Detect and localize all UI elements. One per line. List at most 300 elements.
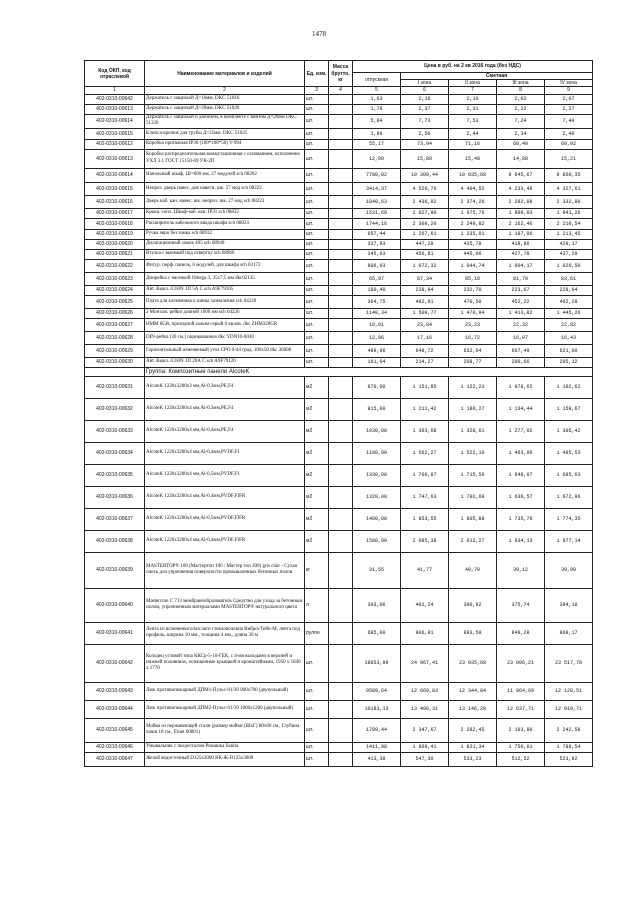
header-unit: Ед. изм. bbox=[305, 61, 329, 87]
item-code: 402-0310-00628 bbox=[85, 331, 145, 344]
price-zone-1: 1 853,55 bbox=[401, 508, 449, 530]
price-retail: 65,97 bbox=[353, 272, 401, 285]
price-retail: 1330,00 bbox=[353, 464, 401, 486]
price-zone-4: 2,07 bbox=[545, 94, 593, 104]
price-zone-2: 232,70 bbox=[449, 285, 497, 295]
price-zone-1: 1 869,41 bbox=[401, 742, 449, 752]
price-zone-1: 1 509,77 bbox=[401, 308, 449, 318]
item-name: AlcoteK 1220x3200x4 мм,Al-0,4мм,PE,F4 bbox=[145, 420, 305, 442]
table-row bbox=[85, 718, 593, 742]
price-zone-3: 12 637,71 bbox=[497, 700, 545, 718]
item-code: 402-0310-00630 bbox=[85, 357, 145, 367]
item-unit: шт. bbox=[305, 308, 329, 318]
price-zone-2: 71,16 bbox=[449, 139, 497, 149]
column-number: 8 bbox=[497, 87, 545, 94]
price-zone-1: 10 300,44 bbox=[401, 168, 449, 182]
price-zone-2: 2,10 bbox=[449, 94, 497, 104]
table-row bbox=[85, 742, 593, 752]
table-row bbox=[85, 622, 593, 644]
price-zone-4: 2 210,54 bbox=[545, 218, 593, 229]
price-zone-1: 2 347,67 bbox=[401, 718, 449, 742]
item-code: 402-0310-00614 bbox=[85, 114, 145, 128]
price-zone-2: 2 249,82 bbox=[449, 218, 497, 229]
column-number: 2 bbox=[145, 87, 305, 94]
price-zone-1: 17,16 bbox=[401, 331, 449, 344]
price-retail: 18,01 bbox=[353, 318, 401, 331]
price-zone-1: 401,24 bbox=[401, 588, 449, 622]
price-zone-3: 375,74 bbox=[497, 588, 545, 622]
item-unit: шт. bbox=[305, 318, 329, 331]
item-code: 402-0310-00617 bbox=[85, 208, 145, 218]
price-zone-2: 13 146,29 bbox=[449, 700, 497, 718]
item-unit: шт. bbox=[305, 139, 329, 149]
price-zone-2: 85,10 bbox=[449, 272, 497, 285]
price-zone-4: 1 774,35 bbox=[545, 508, 593, 530]
table-row bbox=[85, 182, 593, 195]
table-row bbox=[85, 588, 593, 622]
price-zone-3: 1 277,02 bbox=[497, 420, 545, 442]
item-unit: шт. bbox=[305, 218, 329, 229]
price-zone-4: 12 128,51 bbox=[545, 682, 593, 700]
item-mass bbox=[329, 486, 353, 508]
price-zone-3: 2,34 bbox=[497, 128, 545, 139]
item-unit: шт. bbox=[305, 195, 329, 208]
price-zone-2: 1 821,34 bbox=[449, 742, 497, 752]
item-unit: шт. bbox=[305, 114, 329, 128]
item-mass bbox=[329, 420, 353, 442]
price-zone-4: 1 789,54 bbox=[545, 742, 593, 752]
table-row bbox=[85, 530, 593, 552]
price-zone-4: 2,40 bbox=[545, 128, 593, 139]
item-name: Крыш. сопл. Шкаф-каб. кан. IP31 sch 08832 bbox=[145, 208, 305, 218]
item-code: 402-0310-00640 bbox=[85, 588, 145, 622]
price-zone-2: 533,23 bbox=[449, 752, 497, 766]
price-retail: 31,55 bbox=[353, 552, 401, 588]
price-zone-3: 849,28 bbox=[497, 622, 545, 644]
item-code: 402-0310-00632 bbox=[85, 398, 145, 420]
item-code: 402-0310-00619 bbox=[85, 229, 145, 239]
price-zone-4: 16,43 bbox=[545, 331, 593, 344]
item-name: Авт. Выкл. iC60N 1П 5А С sch A9F79105 bbox=[145, 285, 305, 295]
item-name: Дверь каб. кан. навес. шк. непроз. шк. 27 мод sch 08223 bbox=[145, 195, 305, 208]
price-zone-1: 238,84 bbox=[401, 285, 449, 295]
item-code: 402-0310-00615 bbox=[85, 128, 145, 139]
item-name: Плата для клеммника к шины заземления sch 04220 bbox=[145, 295, 305, 308]
price-retail: 7780,02 bbox=[353, 168, 401, 182]
price-retail: 1531,69 bbox=[353, 208, 401, 218]
table-row bbox=[85, 331, 593, 344]
item-unit: м2 bbox=[305, 464, 329, 486]
table-row bbox=[85, 128, 593, 139]
table-row bbox=[85, 149, 593, 168]
price-zone-3: 200,66 bbox=[497, 357, 545, 367]
item-name: Лента из вспененного/кислого стекловолокна ВибросТейп-М, лента под профиль, ширина 10 мм., толщина 4 мм., длина 30 м bbox=[145, 622, 305, 644]
price-retail: 685,00 bbox=[353, 622, 401, 644]
item-mass bbox=[329, 149, 353, 168]
item-name: Коробка протяжная IP30 (100*100*50) V-994 bbox=[145, 139, 305, 149]
price-zone-3: 22,32 bbox=[497, 318, 545, 331]
price-retail: 1180,00 bbox=[353, 442, 401, 464]
price-zone-2: 40,70 bbox=[449, 552, 497, 588]
header-zone-4: IV зона bbox=[545, 80, 593, 87]
item-code: 402-0310-00646 bbox=[85, 742, 145, 752]
header-code: Код ОКП, код отраслевой bbox=[85, 61, 145, 87]
item-mass bbox=[329, 208, 353, 218]
group-title: Группа: Композитные панели AlcoteK bbox=[145, 367, 593, 376]
item-unit: шт. bbox=[305, 644, 329, 682]
item-name: DIN-рейка (30 см.) оцинкованная dkc YDN10-0030 bbox=[145, 331, 305, 344]
item-unit: шт. bbox=[305, 208, 329, 218]
price-zone-1: 12 669,83 bbox=[401, 682, 449, 700]
header-zone-2: II зона bbox=[449, 80, 497, 87]
price-zone-3: 2,02 bbox=[497, 94, 545, 104]
price-zone-4: 228,64 bbox=[545, 285, 593, 295]
item-code: 402-0310-00622 bbox=[85, 259, 145, 272]
table-row bbox=[85, 398, 593, 420]
price-zone-3: 1 187,06 bbox=[497, 229, 545, 239]
price-zone-2: 445,06 bbox=[449, 249, 497, 259]
item-name: Коробка распределительная коммутационная с основанием, исполнение УХЛ 3.1 ГОСТ 15150-69 УК-2П bbox=[145, 149, 305, 168]
price-zone-1: 1 760,87 bbox=[401, 464, 449, 486]
price-zone-4: 1 102,62 bbox=[545, 376, 593, 398]
price-zone-1: 1 211,42 bbox=[401, 398, 449, 420]
item-name: Клипса-крепеж для трубы Д=25мм. DKC 51025 bbox=[145, 128, 305, 139]
price-zone-4: 1 685,63 bbox=[545, 464, 593, 486]
item-mass bbox=[329, 229, 353, 239]
price-zone-4: 15,21 bbox=[545, 149, 593, 168]
price-zone-4: 2 242,58 bbox=[545, 718, 593, 742]
page-number: 1478 bbox=[312, 30, 326, 38]
item-unit: шт. bbox=[305, 259, 329, 272]
column-number: 9 bbox=[545, 87, 593, 94]
price-zone-3: 1 134,44 bbox=[497, 398, 545, 420]
price-retail: 364,75 bbox=[353, 295, 401, 308]
item-unit: шт. bbox=[305, 295, 329, 308]
item-unit: шт. bbox=[305, 94, 329, 104]
price-zone-3: 7,24 bbox=[497, 114, 545, 128]
price-zone-2: 1 805,88 bbox=[449, 508, 497, 530]
price-zone-1: 15,89 bbox=[401, 149, 449, 168]
item-unit: м2 bbox=[305, 508, 329, 530]
item-code: 402-0310-00644 bbox=[85, 700, 145, 718]
price-zone-1: 2,16 bbox=[401, 94, 449, 104]
item-code: 402-0310-00614 bbox=[85, 168, 145, 182]
item-name: Держатель с защелкой и дюбелем, в комплекте с винтом Д=20мм DKC 51320 bbox=[145, 114, 305, 128]
price-zone-1: 2 309,20 bbox=[401, 218, 449, 229]
header-zone-1: I зона bbox=[401, 80, 449, 87]
item-mass bbox=[329, 464, 353, 486]
price-retail: 161,64 bbox=[353, 357, 401, 367]
item-name: AlcoteK 1220x3200x4 мм,Al-0,5мм,PVDF,FIFR bbox=[145, 508, 305, 530]
price-zone-4: 868,17 bbox=[545, 622, 593, 644]
column-number: 5 bbox=[353, 87, 401, 94]
item-unit: м2 bbox=[305, 442, 329, 464]
item-unit: м2 bbox=[305, 398, 329, 420]
price-retail: 337,83 bbox=[353, 239, 401, 249]
item-unit: рулон bbox=[305, 622, 329, 644]
item-code: 402-0310-00642 bbox=[85, 94, 145, 104]
table-row bbox=[85, 114, 593, 128]
item-mass bbox=[329, 682, 353, 700]
table-row bbox=[85, 208, 593, 218]
price-zone-1: 1 747,63 bbox=[401, 486, 449, 508]
price-zone-3: 2 282,08 bbox=[497, 195, 545, 208]
item-code: 402-0310-00641 bbox=[85, 622, 145, 644]
item-unit: м2 bbox=[305, 486, 329, 508]
price-retail: 180,40 bbox=[353, 285, 401, 295]
price-zone-2: 2,44 bbox=[449, 128, 497, 139]
price-zone-4: 1 159,67 bbox=[545, 398, 593, 420]
table-row bbox=[85, 486, 593, 508]
price-zone-3: 1 750,61 bbox=[497, 742, 545, 752]
item-code: 402-0310-00620 bbox=[85, 239, 145, 249]
item-code: 402-0310-00645 bbox=[85, 718, 145, 742]
item-mass bbox=[329, 318, 353, 331]
price-zone-3: 68,40 bbox=[497, 139, 545, 149]
table-row bbox=[85, 376, 593, 398]
table-row bbox=[85, 168, 593, 182]
price-zone-2: 435,78 bbox=[449, 239, 497, 249]
item-unit: шт. bbox=[305, 229, 329, 239]
price-zone-1: 2,37 bbox=[401, 104, 449, 114]
item-unit: шт. bbox=[305, 128, 329, 139]
price-zone-1: 2,50 bbox=[401, 128, 449, 139]
price-retail: 1411,98 bbox=[353, 742, 401, 752]
item-mass bbox=[329, 272, 353, 285]
item-code: 402-0310-00625 bbox=[85, 295, 145, 308]
price-zone-2: 1 122,23 bbox=[449, 376, 497, 398]
price-zone-1: 1 363,68 bbox=[401, 420, 449, 442]
item-name: Mastercure С 713 мембранообразователь Средство для ухода за бетонным полом, упрочненным материалами MASTERTOP® натурального цвета bbox=[145, 588, 305, 622]
price-zone-3: 1 463,00 bbox=[497, 442, 545, 464]
table-row bbox=[85, 195, 593, 208]
item-code: 402-0310-00631 bbox=[85, 376, 145, 398]
item-code: 402-0310-00635 bbox=[85, 464, 145, 486]
price-zone-3: 1 934,13 bbox=[497, 530, 545, 552]
price-zone-1: 2 436,92 bbox=[401, 195, 449, 208]
price-zone-2: 12 344,04 bbox=[449, 682, 497, 700]
price-zone-1: 23,84 bbox=[401, 318, 449, 331]
table-row bbox=[85, 464, 593, 486]
table-row bbox=[85, 139, 593, 149]
table-body-main bbox=[85, 94, 593, 367]
price-zone-1: 1 562,27 bbox=[401, 442, 449, 464]
price-zone-3: 1 899,03 bbox=[497, 208, 545, 218]
item-unit: шт. bbox=[305, 239, 329, 249]
price-retail: 9589,64 bbox=[353, 682, 401, 700]
price-retail: 1030,00 bbox=[353, 420, 401, 442]
price-retail: 18853,99 bbox=[353, 644, 401, 682]
price-zone-3: 2,22 bbox=[497, 104, 545, 114]
item-name: Напольный шкаф, Ш=600 мм, 27 модулей sch 08202 bbox=[145, 168, 305, 182]
price-zone-2: 883,59 bbox=[449, 622, 497, 644]
price-retail: 957,44 bbox=[353, 229, 401, 239]
price-zone-1: 547,30 bbox=[401, 752, 449, 766]
table-row bbox=[85, 94, 593, 104]
table-row bbox=[85, 259, 593, 272]
price-zone-4: 1 026,50 bbox=[545, 259, 593, 272]
item-unit: шт. bbox=[305, 285, 329, 295]
item-mass bbox=[329, 259, 353, 272]
price-zone-2: 15,48 bbox=[449, 149, 497, 168]
item-mass bbox=[329, 195, 353, 208]
price-zone-3: 1 636,57 bbox=[497, 486, 545, 508]
price-zone-4: 83,61 bbox=[545, 272, 593, 285]
price-zone-3: 11 864,69 bbox=[497, 682, 545, 700]
price-zone-1: 87,34 bbox=[401, 272, 449, 285]
item-name: 2 Монтаж. рейки длиной 1600 мм sch 04226 bbox=[145, 308, 305, 318]
item-code: 402-0310-00623 bbox=[85, 272, 145, 285]
item-name: Фигур. перф. панель, 6 модулей, для шкафа sch 03172 bbox=[145, 259, 305, 272]
price-zone-2: 470,50 bbox=[449, 295, 497, 308]
price-zone-3: 23 006,21 bbox=[497, 644, 545, 682]
price-retail: 1,89 bbox=[353, 128, 401, 139]
item-mass bbox=[329, 139, 353, 149]
price-zone-2: 1 715,59 bbox=[449, 464, 497, 486]
price-zone-2: 632,04 bbox=[449, 344, 497, 357]
item-mass bbox=[329, 752, 353, 766]
table-row bbox=[85, 508, 593, 530]
item-mass bbox=[329, 239, 353, 249]
item-code: 402-0310-00615 bbox=[85, 182, 145, 195]
item-mass bbox=[329, 104, 353, 114]
price-zone-3: 1 735,76 bbox=[497, 508, 545, 530]
price-retail: 1320,00 bbox=[353, 486, 401, 508]
price-retail: 413,38 bbox=[353, 752, 401, 766]
price-zone-4: 1 941,26 bbox=[545, 208, 593, 218]
price-zone-3: 9 645,67 bbox=[497, 168, 545, 182]
column-number: 6 bbox=[401, 87, 449, 94]
price-retail: 1,63 bbox=[353, 94, 401, 104]
item-name: Горизонтальный изменяемый угол CPO 0-44 град. 100x50 dkc 36008 bbox=[145, 344, 305, 357]
item-unit: шт. bbox=[305, 272, 329, 285]
price-zone-2: 10 035,68 bbox=[449, 168, 497, 182]
price-zone-1: 7,73 bbox=[401, 114, 449, 128]
price-zone-4: 384,10 bbox=[545, 588, 593, 622]
table-row bbox=[85, 552, 593, 588]
price-zone-4: 12 919,71 bbox=[545, 700, 593, 718]
item-code: 402-0310-00627 bbox=[85, 318, 145, 331]
item-code: 402-0310-00613 bbox=[85, 104, 145, 114]
price-retail: 1400,00 bbox=[353, 508, 401, 530]
price-zone-3: 81,79 bbox=[497, 272, 545, 285]
item-mass bbox=[329, 552, 353, 588]
table-row bbox=[85, 420, 593, 442]
item-code: 402-0310-00643 bbox=[85, 682, 145, 700]
price-zone-4: 428,17 bbox=[545, 239, 593, 249]
table-row bbox=[85, 218, 593, 229]
price-zone-1: 13 490,31 bbox=[401, 700, 449, 718]
item-unit: шт. bbox=[305, 149, 329, 168]
price-zone-2: 2 282,45 bbox=[449, 718, 497, 742]
price-retail: 1140,34 bbox=[353, 308, 401, 318]
price-retail: 870,00 bbox=[353, 376, 401, 398]
price-zone-4: 9 860,35 bbox=[545, 168, 593, 182]
price-retail: 55,17 bbox=[353, 139, 401, 149]
item-code: 402-0310-00616 bbox=[85, 195, 145, 208]
item-name: Колодец угловой типа ККСр-5-10-ГЕК, с 4-мя выходами в верхней и нижней половинах, оснащенные крышкой и кронштейнами, 1950 x 1840 x 1770 bbox=[145, 644, 305, 682]
item-unit: л bbox=[305, 588, 329, 622]
item-name: Умывальник с пьедесталом Ромашка Sanita bbox=[145, 742, 305, 752]
table-row bbox=[85, 295, 593, 308]
table-row bbox=[85, 239, 593, 249]
header-mass: Масса брутто, кг bbox=[329, 61, 353, 87]
price-retail: 12,96 bbox=[353, 331, 401, 344]
header-zone-3: III зона bbox=[497, 80, 545, 87]
item-mass bbox=[329, 218, 353, 229]
price-zone-4: 1 672,96 bbox=[545, 486, 593, 508]
price-zone-4: 1 305,42 bbox=[545, 420, 593, 442]
price-zone-3: 1 078,65 bbox=[497, 376, 545, 398]
item-name: AlcoteK 1220x3200x4 мм,Al-0,5мм,PVDF,F1 bbox=[145, 464, 305, 486]
item-name: MASTERTOP® 100 (Мастертоп 100 / Мастер топ 200) gris clair - Сухая смесь для упрочнения поверхности промышленных бетонных полов bbox=[145, 552, 305, 588]
price-retail: 3414,37 bbox=[353, 182, 401, 195]
table-row bbox=[85, 285, 593, 295]
price-zone-4: 2,27 bbox=[545, 104, 593, 114]
item-mass bbox=[329, 249, 353, 259]
price-zone-2: 23 935,68 bbox=[449, 644, 497, 682]
item-code: 402-0310-00624 bbox=[85, 285, 145, 295]
item-code: 402-0310-00647 bbox=[85, 752, 145, 766]
price-zone-3: 4 233,48 bbox=[497, 182, 545, 195]
price-zone-2: 1 522,10 bbox=[449, 442, 497, 464]
header-estimate: Сметная bbox=[401, 73, 593, 80]
price-zone-4: 4 327,61 bbox=[545, 182, 593, 195]
price-zone-4: 23 517,78 bbox=[545, 644, 593, 682]
price-zone-1: 456,81 bbox=[401, 249, 449, 259]
item-mass bbox=[329, 168, 353, 182]
price-zone-2: 2,31 bbox=[449, 104, 497, 114]
price-zone-1: 4 520,76 bbox=[401, 182, 449, 195]
price-retail: 345,03 bbox=[353, 249, 401, 259]
table-row bbox=[85, 442, 593, 464]
header-price: Цена в руб. на 2 кв 2016 года (без НДС) bbox=[353, 61, 593, 73]
price-zone-4: 1 445,26 bbox=[545, 308, 593, 318]
price-zone-2: 1 235,01 bbox=[449, 229, 497, 239]
price-zone-4: 69,92 bbox=[545, 139, 593, 149]
price-retail: 1789,44 bbox=[353, 718, 401, 742]
item-mass bbox=[329, 442, 353, 464]
price-zone-4: 1 213,45 bbox=[545, 229, 593, 239]
price-zone-1: 41,77 bbox=[401, 552, 449, 588]
item-code: 402-0310-00642 bbox=[85, 644, 145, 682]
item-unit: шт. bbox=[305, 752, 329, 766]
price-zone-1: 214,27 bbox=[401, 357, 449, 367]
price-retail: 1,79 bbox=[353, 104, 401, 114]
item-name: Люк противопожарный ДПМ2-Пульс-01/30 1000x1200 (двупольный) bbox=[145, 700, 305, 718]
item-mass bbox=[329, 588, 353, 622]
item-code: 402-0310-00613 bbox=[85, 149, 145, 168]
price-retail: 12,00 bbox=[353, 149, 401, 168]
price-zone-1: 1 072,32 bbox=[401, 259, 449, 272]
price-zone-4: 205,12 bbox=[545, 357, 593, 367]
item-unit: м2 bbox=[305, 376, 329, 398]
price-retail: 10183,13 bbox=[353, 700, 401, 718]
table-row bbox=[85, 104, 593, 114]
table-row bbox=[85, 752, 593, 766]
price-zone-2: 2 374,26 bbox=[449, 195, 497, 208]
price-retail: 5,84 bbox=[353, 114, 401, 128]
price-retail: 1500,00 bbox=[353, 530, 401, 552]
price-zone-4: 437,29 bbox=[545, 249, 593, 259]
item-name: Люк противопожарный ДПМ1-Пульс-01/30 900х700 (двупольный) bbox=[145, 682, 305, 700]
price-zone-2: 390,92 bbox=[449, 588, 497, 622]
price-zone-2: 1 180,27 bbox=[449, 398, 497, 420]
column-number: 7 bbox=[449, 87, 497, 94]
group-section bbox=[85, 367, 593, 376]
item-mass bbox=[329, 114, 353, 128]
table-row bbox=[85, 682, 593, 700]
